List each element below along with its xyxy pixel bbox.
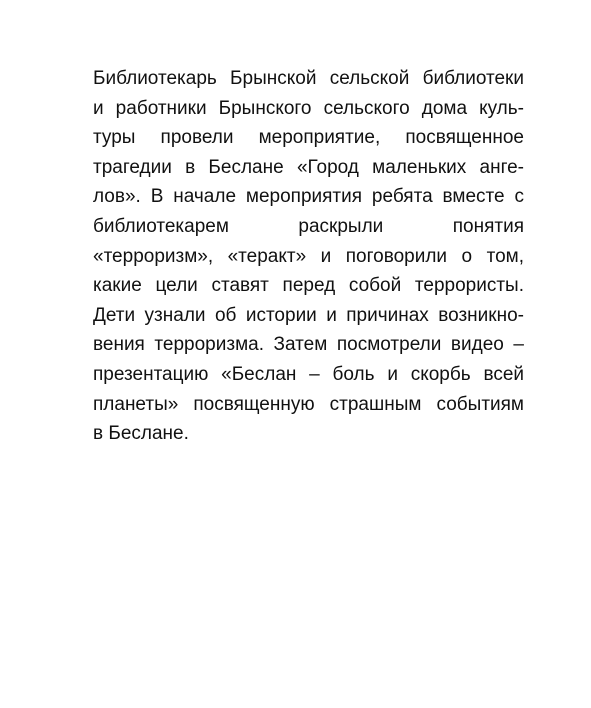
text-line: в Беслане. [93,423,189,445]
text-line: Библиотекарь Брынской сельской библиотеки [93,68,524,89]
text-line: и работники Брынского сельского дома куль- [93,97,524,119]
text-line: лов». В начале мероприятия ребята вместе с [93,186,524,208]
text-line: «терроризм», «теракт» и поговорили о том, [93,245,524,267]
text-line: Дети узнали об истории и причинах возникно- [93,304,524,326]
article-paragraph [93,64,524,449]
text-line: библиотекарем раскрыли понятия [93,215,524,237]
text-line: вения терроризма. Затем посмотрели видео – [93,334,524,356]
text-line: планеты» посвященную страшным событиям [93,393,524,415]
text-line: какие цели ставят перед собой террористы. [93,275,524,297]
text-line: трагедии в Беслане «Город маленьких анге- [93,156,524,178]
text-line: туры провели мероприятие, посвященное [93,127,524,149]
text-line: презентацию «Беслан – боль и скорбь всей [93,363,524,385]
